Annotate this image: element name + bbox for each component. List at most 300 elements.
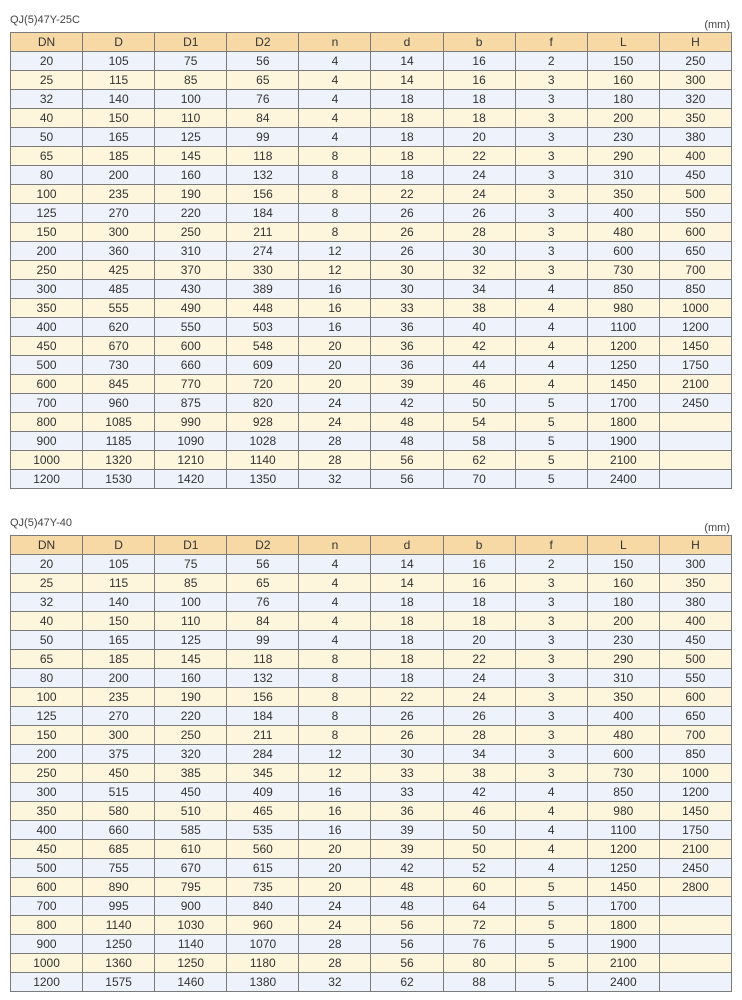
cell-dn: 250 (11, 764, 83, 783)
cell-dn: 32 (11, 90, 83, 109)
cell-f: 3 (515, 574, 587, 593)
cell-b: 80 (443, 954, 515, 973)
cell-d1: 190 (155, 185, 227, 204)
cell-d2: 211 (227, 223, 299, 242)
column-header-d: D (83, 33, 155, 52)
cell-n: 8 (299, 223, 371, 242)
cell-d1: 795 (155, 878, 227, 897)
cell-l: 2100 (587, 451, 659, 470)
table-header-bar (10, 513, 732, 535)
cell-d: 42 (371, 859, 443, 878)
cell-b: 22 (443, 650, 515, 669)
cell-h: 350 (659, 109, 731, 128)
table-section-40 (10, 513, 732, 992)
cell-dn: 65 (11, 147, 83, 166)
table-row (11, 726, 732, 745)
table-row (11, 299, 732, 318)
cell-b: 16 (443, 574, 515, 593)
cell-l: 1200 (587, 840, 659, 859)
cell-b: 20 (443, 128, 515, 147)
cell-d: 18 (371, 90, 443, 109)
table-row (11, 432, 732, 451)
cell-l: 480 (587, 223, 659, 242)
cell-l: 1450 (587, 878, 659, 897)
table-row (11, 261, 732, 280)
cell-d: 39 (371, 375, 443, 394)
cell-h: 1000 (659, 764, 731, 783)
cell-f: 3 (515, 109, 587, 128)
cell-dn: 200 (11, 745, 83, 764)
cell-d1: 190 (155, 688, 227, 707)
cell-d: 18 (371, 166, 443, 185)
cell-h (659, 451, 731, 470)
cell-f: 3 (515, 612, 587, 631)
cell-f: 3 (515, 71, 587, 90)
cell-n: 8 (299, 185, 371, 204)
column-header-d: d (371, 33, 443, 52)
cell-dn: 350 (11, 802, 83, 821)
cell-l: 1800 (587, 916, 659, 935)
cell-d1: 220 (155, 204, 227, 223)
cell-f: 3 (515, 726, 587, 745)
cell-d2: 1140 (227, 451, 299, 470)
cell-h (659, 432, 731, 451)
cell-d2: 156 (227, 185, 299, 204)
cell-d: 580 (83, 802, 155, 821)
cell-d: 48 (371, 897, 443, 916)
cell-dn: 100 (11, 688, 83, 707)
cell-l: 230 (587, 128, 659, 147)
cell-n: 12 (299, 261, 371, 280)
table-row (11, 147, 732, 166)
cell-b: 62 (443, 451, 515, 470)
cell-n: 8 (299, 166, 371, 185)
cell-d: 30 (371, 280, 443, 299)
unit-label: (mm) (704, 19, 730, 31)
cell-d1: 110 (155, 109, 227, 128)
cell-d1: 1090 (155, 432, 227, 451)
cell-dn: 200 (11, 242, 83, 261)
cell-f: 2 (515, 52, 587, 71)
cell-d1: 125 (155, 128, 227, 147)
cell-d: 235 (83, 185, 155, 204)
cell-l: 850 (587, 280, 659, 299)
column-header-l: L (587, 536, 659, 555)
cell-d2: 1380 (227, 973, 299, 992)
cell-f: 5 (515, 878, 587, 897)
cell-h: 1450 (659, 802, 731, 821)
cell-f: 4 (515, 356, 587, 375)
cell-n: 4 (299, 52, 371, 71)
cell-l: 150 (587, 555, 659, 574)
cell-f: 3 (515, 242, 587, 261)
cell-d: 755 (83, 859, 155, 878)
cell-n: 16 (299, 318, 371, 337)
cell-f: 3 (515, 223, 587, 242)
cell-dn: 65 (11, 650, 83, 669)
cell-n: 20 (299, 840, 371, 859)
cell-d2: 560 (227, 840, 299, 859)
cell-d1: 125 (155, 631, 227, 650)
table-row (11, 394, 732, 413)
column-header-n: n (299, 33, 371, 52)
table-row (11, 223, 732, 242)
cell-n: 4 (299, 631, 371, 650)
cell-n: 12 (299, 745, 371, 764)
cell-d2: 132 (227, 669, 299, 688)
cell-d2: 284 (227, 745, 299, 764)
cell-l: 310 (587, 166, 659, 185)
cell-h: 1200 (659, 783, 731, 802)
cell-d: 730 (83, 356, 155, 375)
cell-l: 2400 (587, 470, 659, 489)
cell-d2: 1350 (227, 470, 299, 489)
cell-f: 3 (515, 90, 587, 109)
cell-b: 18 (443, 593, 515, 612)
cell-d: 555 (83, 299, 155, 318)
column-header-f: f (515, 536, 587, 555)
cell-l: 200 (587, 109, 659, 128)
table-row (11, 375, 732, 394)
cell-n: 8 (299, 707, 371, 726)
cell-b: 88 (443, 973, 515, 992)
cell-d1: 370 (155, 261, 227, 280)
cell-dn: 350 (11, 299, 83, 318)
cell-d2: 274 (227, 242, 299, 261)
cell-f: 4 (515, 375, 587, 394)
cell-h: 1000 (659, 299, 731, 318)
cell-h: 380 (659, 593, 731, 612)
cell-h: 1750 (659, 356, 731, 375)
cell-d2: 448 (227, 299, 299, 318)
cell-d: 30 (371, 745, 443, 764)
table-row (11, 593, 732, 612)
cell-d: 450 (83, 764, 155, 783)
cell-l: 2400 (587, 973, 659, 992)
cell-d: 140 (83, 90, 155, 109)
table-row (11, 185, 732, 204)
cell-n: 8 (299, 147, 371, 166)
cell-d1: 320 (155, 745, 227, 764)
cell-f: 4 (515, 299, 587, 318)
cell-d1: 450 (155, 783, 227, 802)
cell-h: 500 (659, 185, 731, 204)
cell-f: 5 (515, 470, 587, 489)
cell-d: 33 (371, 764, 443, 783)
cell-dn: 600 (11, 878, 83, 897)
cell-d: 36 (371, 337, 443, 356)
cell-h (659, 954, 731, 973)
cell-dn: 80 (11, 166, 83, 185)
cell-l: 160 (587, 71, 659, 90)
cell-d: 200 (83, 166, 155, 185)
cell-dn: 1000 (11, 954, 83, 973)
cell-f: 4 (515, 318, 587, 337)
cell-d: 48 (371, 878, 443, 897)
table-row (11, 802, 732, 821)
cell-n: 32 (299, 973, 371, 992)
cell-dn: 50 (11, 128, 83, 147)
cell-l: 350 (587, 185, 659, 204)
table-row (11, 897, 732, 916)
cell-b: 28 (443, 726, 515, 745)
cell-n: 4 (299, 71, 371, 90)
cell-d2: 720 (227, 375, 299, 394)
cell-d: 1575 (83, 973, 155, 992)
cell-h: 300 (659, 555, 731, 574)
cell-d: 39 (371, 821, 443, 840)
cell-d2: 65 (227, 71, 299, 90)
cell-f: 3 (515, 204, 587, 223)
table-row (11, 612, 732, 631)
cell-d2: 345 (227, 764, 299, 783)
cell-h: 380 (659, 128, 731, 147)
cell-d1: 585 (155, 821, 227, 840)
cell-h: 850 (659, 280, 731, 299)
cell-d2: 503 (227, 318, 299, 337)
cell-l: 1100 (587, 821, 659, 840)
cell-f: 5 (515, 413, 587, 432)
cell-d: 425 (83, 261, 155, 280)
cell-h: 400 (659, 612, 731, 631)
cell-d: 375 (83, 745, 155, 764)
cell-d2: 84 (227, 109, 299, 128)
table-row (11, 470, 732, 489)
table-row (11, 935, 732, 954)
cell-d2: 389 (227, 280, 299, 299)
cell-d: 1320 (83, 451, 155, 470)
cell-d: 22 (371, 688, 443, 707)
table-title: QJ(5)47Y-40 (10, 517, 72, 529)
cell-d2: 735 (227, 878, 299, 897)
table-row (11, 688, 732, 707)
cell-d: 18 (371, 109, 443, 128)
column-header-d2: D2 (227, 536, 299, 555)
table-row (11, 356, 732, 375)
column-header-d1: D1 (155, 33, 227, 52)
cell-d1: 875 (155, 394, 227, 413)
table-header-bar (10, 10, 732, 32)
table-row (11, 783, 732, 802)
cell-n: 32 (299, 470, 371, 489)
column-header-h: H (659, 536, 731, 555)
cell-d: 14 (371, 71, 443, 90)
cell-b: 50 (443, 840, 515, 859)
cell-b: 40 (443, 318, 515, 337)
cell-dn: 150 (11, 726, 83, 745)
cell-h: 300 (659, 71, 731, 90)
cell-d1: 385 (155, 764, 227, 783)
cell-dn: 450 (11, 337, 83, 356)
cell-b: 16 (443, 71, 515, 90)
cell-dn: 1200 (11, 973, 83, 992)
cell-h: 1750 (659, 821, 731, 840)
cell-h: 320 (659, 90, 731, 109)
cell-l: 1250 (587, 356, 659, 375)
cell-d: 270 (83, 204, 155, 223)
dimension-table (10, 535, 732, 992)
cell-d: 1530 (83, 470, 155, 489)
cell-b: 20 (443, 631, 515, 650)
cell-d1: 600 (155, 337, 227, 356)
cell-l: 730 (587, 261, 659, 280)
cell-d: 26 (371, 223, 443, 242)
column-header-dn: DN (11, 33, 83, 52)
cell-l: 160 (587, 574, 659, 593)
cell-n: 24 (299, 897, 371, 916)
cell-h (659, 897, 731, 916)
cell-n: 12 (299, 764, 371, 783)
cell-h: 2800 (659, 878, 731, 897)
table-row (11, 764, 732, 783)
cell-l: 2100 (587, 954, 659, 973)
cell-dn: 1200 (11, 470, 83, 489)
cell-d2: 1180 (227, 954, 299, 973)
cell-b: 24 (443, 669, 515, 688)
cell-b: 24 (443, 185, 515, 204)
cell-d: 890 (83, 878, 155, 897)
cell-d: 165 (83, 631, 155, 650)
cell-l: 1700 (587, 394, 659, 413)
cell-dn: 800 (11, 413, 83, 432)
cell-h (659, 470, 731, 489)
cell-h (659, 413, 731, 432)
cell-dn: 250 (11, 261, 83, 280)
cell-b: 46 (443, 375, 515, 394)
cell-d: 22 (371, 185, 443, 204)
cell-h: 700 (659, 726, 731, 745)
table-row (11, 337, 732, 356)
cell-f: 4 (515, 802, 587, 821)
cell-n: 20 (299, 337, 371, 356)
cell-d: 960 (83, 394, 155, 413)
cell-dn: 600 (11, 375, 83, 394)
cell-d1: 770 (155, 375, 227, 394)
cell-d: 105 (83, 555, 155, 574)
cell-n: 4 (299, 612, 371, 631)
cell-f: 3 (515, 261, 587, 280)
cell-d: 18 (371, 128, 443, 147)
cell-d2: 840 (227, 897, 299, 916)
cell-d2: 84 (227, 612, 299, 631)
cell-d: 62 (371, 973, 443, 992)
cell-l: 230 (587, 631, 659, 650)
cell-b: 22 (443, 147, 515, 166)
cell-h: 1450 (659, 337, 731, 356)
cell-l: 290 (587, 147, 659, 166)
table-row (11, 555, 732, 574)
cell-b: 72 (443, 916, 515, 935)
cell-d: 36 (371, 802, 443, 821)
cell-b: 26 (443, 707, 515, 726)
cell-f: 3 (515, 764, 587, 783)
cell-d: 42 (371, 394, 443, 413)
dimension-table (10, 32, 732, 489)
cell-n: 12 (299, 242, 371, 261)
cell-b: 38 (443, 299, 515, 318)
cell-d: 36 (371, 318, 443, 337)
cell-l: 1450 (587, 375, 659, 394)
cell-d: 33 (371, 299, 443, 318)
cell-dn: 20 (11, 52, 83, 71)
cell-d2: 960 (227, 916, 299, 935)
cell-d1: 85 (155, 574, 227, 593)
table-row (11, 954, 732, 973)
cell-h (659, 973, 731, 992)
cell-n: 24 (299, 413, 371, 432)
table-row (11, 451, 732, 470)
cell-f: 3 (515, 650, 587, 669)
cell-h: 700 (659, 261, 731, 280)
cell-d1: 85 (155, 71, 227, 90)
column-header-b: b (443, 536, 515, 555)
cell-f: 5 (515, 432, 587, 451)
cell-d1: 160 (155, 669, 227, 688)
cell-f: 3 (515, 688, 587, 707)
cell-b: 50 (443, 394, 515, 413)
cell-l: 180 (587, 90, 659, 109)
cell-d1: 100 (155, 593, 227, 612)
cell-dn: 800 (11, 916, 83, 935)
cell-d: 200 (83, 669, 155, 688)
cell-dn: 500 (11, 859, 83, 878)
table-row (11, 280, 732, 299)
cell-d: 115 (83, 574, 155, 593)
cell-d: 18 (371, 631, 443, 650)
cell-b: 50 (443, 821, 515, 840)
cell-l: 400 (587, 204, 659, 223)
cell-b: 26 (443, 204, 515, 223)
cell-f: 3 (515, 593, 587, 612)
cell-d2: 1028 (227, 432, 299, 451)
cell-d: 26 (371, 726, 443, 745)
cell-d2: 76 (227, 593, 299, 612)
cell-n: 4 (299, 593, 371, 612)
cell-f: 5 (515, 916, 587, 935)
table-row (11, 109, 732, 128)
cell-f: 4 (515, 280, 587, 299)
cell-d1: 310 (155, 242, 227, 261)
cell-d: 165 (83, 128, 155, 147)
cell-h: 400 (659, 147, 731, 166)
table-row (11, 52, 732, 71)
cell-d2: 615 (227, 859, 299, 878)
cell-f: 2 (515, 555, 587, 574)
cell-b: 28 (443, 223, 515, 242)
cell-l: 1800 (587, 413, 659, 432)
cell-dn: 32 (11, 593, 83, 612)
cell-b: 32 (443, 261, 515, 280)
cell-d2: 330 (227, 261, 299, 280)
cell-l: 290 (587, 650, 659, 669)
cell-n: 28 (299, 935, 371, 954)
cell-b: 58 (443, 432, 515, 451)
cell-h: 550 (659, 669, 731, 688)
cell-d: 26 (371, 242, 443, 261)
table-row (11, 166, 732, 185)
cell-n: 20 (299, 375, 371, 394)
cell-dn: 300 (11, 280, 83, 299)
cell-b: 16 (443, 555, 515, 574)
cell-f: 5 (515, 897, 587, 916)
cell-dn: 125 (11, 204, 83, 223)
column-header-b: b (443, 33, 515, 52)
cell-n: 28 (299, 432, 371, 451)
cell-b: 64 (443, 897, 515, 916)
cell-dn: 700 (11, 897, 83, 916)
cell-l: 180 (587, 593, 659, 612)
cell-h: 450 (659, 166, 731, 185)
